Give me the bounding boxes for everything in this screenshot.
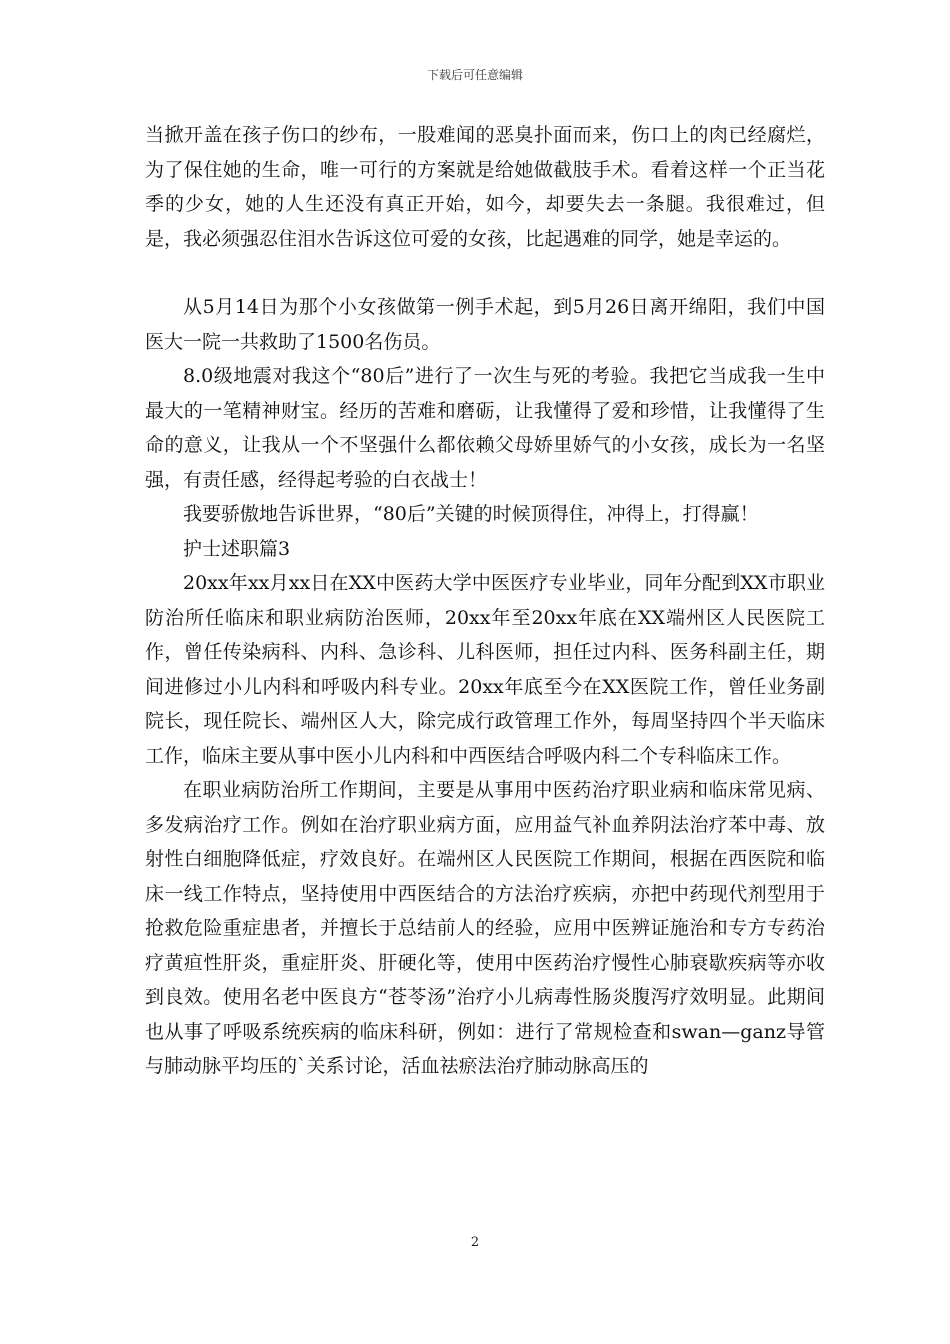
page-number: 2: [470, 1235, 480, 1250]
section-heading: 护士述职篇3: [183, 537, 291, 560]
document-body: [145, 118, 825, 1084]
paragraph-proud-declaration: 我要骄傲地告诉世界，“80后”关键的时候顶得住，冲得上，打得赢！: [183, 503, 759, 525]
page-header: 下载后可任意编辑: [426, 68, 523, 82]
paragraph-clinical-work: 在职业病防治所工作期间，主要是从事用中医药治疗职业病和临床常见病、多发病治疗工作。例如在治疗职业病方面，应用益气补血养阴法治疗苯中毒、放射性白细胞降低症，疗效良好。在端州区人民医院工作期间，根据在西医院和临床一线工作特点，坚持使用中西医结合的方法治疗疾病，亦把中药现代剂型用于抢救危险重症患者，并擅长于总结前人的经验，应用中医辨证施治和专方专药治疗黄疸性肝炎，重症肝炎、肝硬化等，使用中医药治疗慢性心肺衰歇疾病等亦收到良效。使用名老中医良方“苍苓汤”治疗小儿病毒性肠炎腹泻疗效明显。此期间也从事了呼吸系统疾病的临床科研，例如：进行了常规检查和swan—ganz导管与肺动脉平均压的`关系讨论，活血祛瘀法治疗肺动脉高压的: [145, 779, 825, 1077]
paragraph-career-history: 20xx年xx月xx日在XX中医药大学中医医疗专业毕业，同年分配到XX市职业防治所任临床和职业病防治医师，20xx年至20xx年底在XX端州区人民医院工作，曾任传染病科、内科、急诊科、儿科医师，担任过内科、医务科副主任，期间进修过小儿内科和呼吸内科专业。20xx年底至今在XX医院工作，曾任业务副院长，现任院长、端州区人大，除完成行政管理工作外，每周坚持四个半天临床工作，临床主要从事中医小儿内科和中西医结合呼吸内科二个专科临床工作。: [145, 572, 825, 767]
paragraph-rescue-count: 从5月14日为那个小女孩做第一例手术起，到5月26日离开绵阳，我们中国医大一院一共救助了1500名伤员。: [145, 296, 825, 353]
paragraph-earthquake-test: 8.0级地震对我这个“80后”进行了一次生与死的考验。我把它当成我一生中最大的一笔精神财宝。经历的苦难和磨砺，让我懂得了爱和珍惜，让我懂得了生命的意义，让我从一个不坚强什么都依赖父母娇里娇气的小女孩，成长为一名坚强，有责任感，经得起考验的白衣战士！: [145, 365, 825, 491]
paragraph-amputation: 当掀开盖在孩子伤口的纱布，一股难闻的恶臭扑面而来，伤口上的肉已经腐烂，为了保住她的生命，唯一可行的方案就是给她做截肢手术。看着这样一个正当花季的少女，她的人生还没有真正开始，如今，却要失去一条腿。我很难过，但是，我必须强忍住泪水告诉这位可爱的女孩，比起遇难的同学，她是幸运的。: [145, 124, 825, 250]
